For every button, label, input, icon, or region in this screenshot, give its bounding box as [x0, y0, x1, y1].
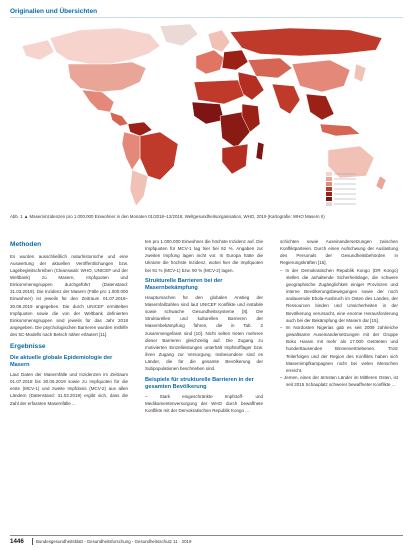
barrier-list [280, 267, 398, 389]
page-number: 1446 [10, 538, 24, 545]
text-column-3 [280, 238, 398, 388]
barriers-heading: Strukturelle Barrieren bei der Masernbekämpfung [145, 277, 223, 291]
methods-heading: Methoden [10, 241, 42, 248]
results-subheading: Die aktuelle globale Epidemiologie der Masern [10, 354, 113, 368]
list-item: – Im Nordosten Nigerias gab es seit 2009 zahlreiche gewaltsame Auseinandersetzungen mit der Gruppe Boko Haram mit mehr als 17.000 Getöteten und hunderttausenden Binnenvertriebenen. Trotz Teilerfolgen und der Region des Konflikts haben sich Masernimpfkampagnen nicht bei vielen Menschen erreicht. [286, 324, 398, 374]
list-item: – Jemen, eines der ärmsten Länder im Mittleren Osten, ist seit 2015 Schauplatz schwerer bewaffneter Konflikte ... [286, 374, 398, 388]
examples-heading: Beispiele für strukturelle Barrieren in der gesamten Bevölkerung [145, 376, 254, 390]
continuation-paragraph: schichten sowie Auseinandersetzungen zwischen Konfliktparteien. Durch einen Aufschwung der Auslastung des Personals der Gesundheitsbehörden in Regierungskräften [15]. [280, 239, 398, 266]
results-heading: Ergebnisse [10, 343, 46, 351]
world-map [10, 20, 403, 212]
results-paragraph: Laut Daten der Masernfälle und Inzidenzen im Zeitraum 01.07.2018 bis 30.06.2019 sowie zu Impfquoten für die erste (MCV-1) und zweite Impfdosis (MCV-2) aus allen Ländern (Datenstand: 31.03.2019) ergibt sich, dass die Zahl der erfassten Masernfälle ... [10, 371, 128, 406]
section-title: Originalien und Übersichten [10, 8, 98, 15]
barriers-paragraph: Hauptursachen für den globalen Anstieg der Masernfallzahlen sind laut UNICEF Konflikte und instabile sowie schwache Gesundheitssysteme [8]. Die Strukturellen und kulturellen Barrieren der Masernbekämpfung führen, die in Tab. 2 zusammengefasst sind [10]. Nicht selten treten mehrere dieser Barrieren gleichzeitig auf. Die Zugang zu motivierten Einzelleistungen unterhält Impfstofflager bzw. ihren Zugang zur Versorgung. Insbesondere sind es Länder, die für die gesamte Bevölkerung der Subpopulationen beschrieben sind. [145, 294, 263, 372]
journal-citation: Bundesgesundheitsblatt - Gesundheitsforschung - Gesundheitsschutz 11 · 2019 [36, 539, 192, 544]
figure-caption: Abb. 1 ▲ Maserninzidenzen pro 1.000.000 Einwohner in den Monaten 01/2018–12/2018, Weltgesundheitsorganisation, WHO, 2019 (Kartografie: WHO Masern II) [10, 214, 325, 219]
intro-paragraph: ten pro 1.000.000 Einwohner die höchste Inzidenz auf. Die Impfquoten für MCV-1 lag hier bei 62 %. Angaben zur zweiten Impfung lagen nicht vor. In Europa hatte die Ukraine die höchste Inzidenz, wobei hier die Impfquoten bei 91 % (MCV-1) bzw. 90 % (MCV-2) lagen. [145, 239, 263, 273]
list-item: – In der Demokratischen Republik Kongo (DR Kongo) stellen die anhaltende Sicherheitslage, die schwere geographische Zugänglichkeit einiger Provinzen und interne Bevölkerungsbewegungen sowie der noch andauernde Ebola-Ausbruch im Osten des Landes, der Ressourcen binden und Unsicherheiten in der Bevölkerung verursacht, eine enorme Herausforderung auch bei der Bekämpfung der Masern dar [15]. [286, 267, 398, 324]
text-column-2 [145, 238, 263, 414]
footer-divider [32, 538, 33, 545]
methods-paragraph: Es wurden ausschließlich naturhistorische und eine Auswertung der aktuellen Veröffentlichungen bzw. Lagebegleitschreiben (Cleanswab: WHO, UNICEF und der Weltbank) zu Masern, Impfquoten und Einkommensgruppen durchgeführt (Datenstand: 31.03.2019). Die Inzidenz der Masern (Fälle pro 1.000.000 Einwohner) ist jeweils für den Zeitraum 01.07.2018–30.06.2019 angegeben. Die durch UNICEF ermittelten Impfquoten sowie die von der Weltbank definierten Einkommensgruppen sind jeweils für das Jahr 2018 angegeben. Die psychologischen Barrieren wurden mithilfe des 5C-Modells nach Betsch näher erläutert [11]. [10, 253, 128, 338]
section-header [10, 8, 403, 18]
text-column-1 [10, 238, 128, 407]
examples-paragraph: – Stark eingeschränkte Impfstoff- und Medikamentenversorgung der WHO durch bewaffnete Konflikte mit der Demokratischen Republik Kongo ... [145, 393, 263, 413]
world-map-figure [10, 20, 403, 212]
map-region-russia [230, 28, 382, 56]
page-footer [10, 535, 403, 546]
